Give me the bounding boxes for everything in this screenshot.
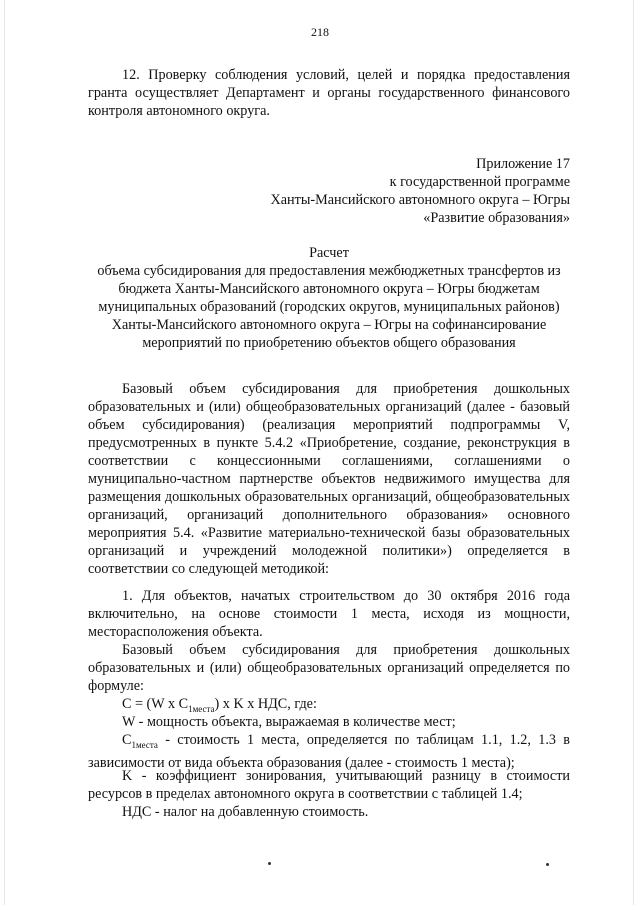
scan-speck [268,862,271,865]
formula-intro-paragraph: Базовый объем субсидирования для приобретения дошкольных образовательных и (или) общеобразовательных организаций определяется по формуле: [88,642,570,694]
scan-speck [546,863,549,866]
definition-c-subscript: 1места [131,739,158,750]
item-12-paragraph: 12. Проверку соблюдения условий, целей и порядка предоставления гранта осуществляет Департамент и органы государственного финансового контроля автономного округа. [88,67,570,119]
page-number: 218 [311,25,329,39]
definition-vat: НДС - налог на добавленную стоимость. [122,804,369,820]
clause-1-paragraph: 1. Для объектов, начатых строительством до 30 октября 2016 года включительно, на основе стоимости 1 места, исходя из мощности, месторасположения объекта. [88,588,570,640]
appendix-line-3: Ханты-Мансийского автономного округа – Югры [270,192,570,208]
formula-suffix: ) x K x НДС, где: [214,696,317,712]
methodology-paragraph: Базовый объем субсидирования для приобретения дошкольных образовательных и (или) общеобразовательных организаций (далее - базовый объем субсидирования) (реализация мероприятий подпрограммы V, предусмотренных в пункте 5.4.2 «Приобретение, создание, реконструкция в соответствии с концессионными соглашениями, соглашениями о муниципально-частном партнерстве объектов недвижимого имущества для размещения дошкольных образовательных организаций, общеобразовательных организаций, организаций дополнительного образования» основного мероприятия 5.4. «Развитие материально-технической базы образовательных организаций и учреждений молодежной политики») определяется в соответствии со следующей методикой: [88,381,570,577]
definition-w: W - мощность объекта, выражаемая в количестве мест; [122,714,456,730]
title-heading: Расчет [309,245,349,261]
definition-c [88,731,570,772]
definition-c-text: - стоимость 1 места, определяется по таблицам 1.1, 1.2, 1.3 в зависимости от вида объекта образования (далее - стоимость 1 места); [88,732,570,771]
appendix-header [210,155,570,227]
appendix-line-2: к государственной программе [389,174,570,190]
definition-k: K - коэффициент зонирования, учитывающий разницу в стоимости ресурсов в пределах автономного округа в соответствии с таблицей 1.4; [88,768,570,802]
formula-prefix: C = (W x C [122,696,189,712]
scan-edge-right [633,0,634,905]
formula-subscript: 1места [188,703,215,714]
title-body: объема субсидирования для предоставления межбюджетных трансфертов из бюджета Ханты-Мансийского автономного округа – Югры бюджетам муниципальных образований (городских округов, муниципальных районов) Ханты-Мансийского автономного округа – Югры на софинансирование мероприятий по приобретению объектов общего образования [97,263,561,351]
appendix-line-4: «Развитие образования» [423,210,570,226]
definition-c-symbol: C [122,732,132,748]
appendix-line-1: Приложение 17 [476,156,570,172]
document-title [88,244,570,352]
scan-edge-left [4,0,5,905]
